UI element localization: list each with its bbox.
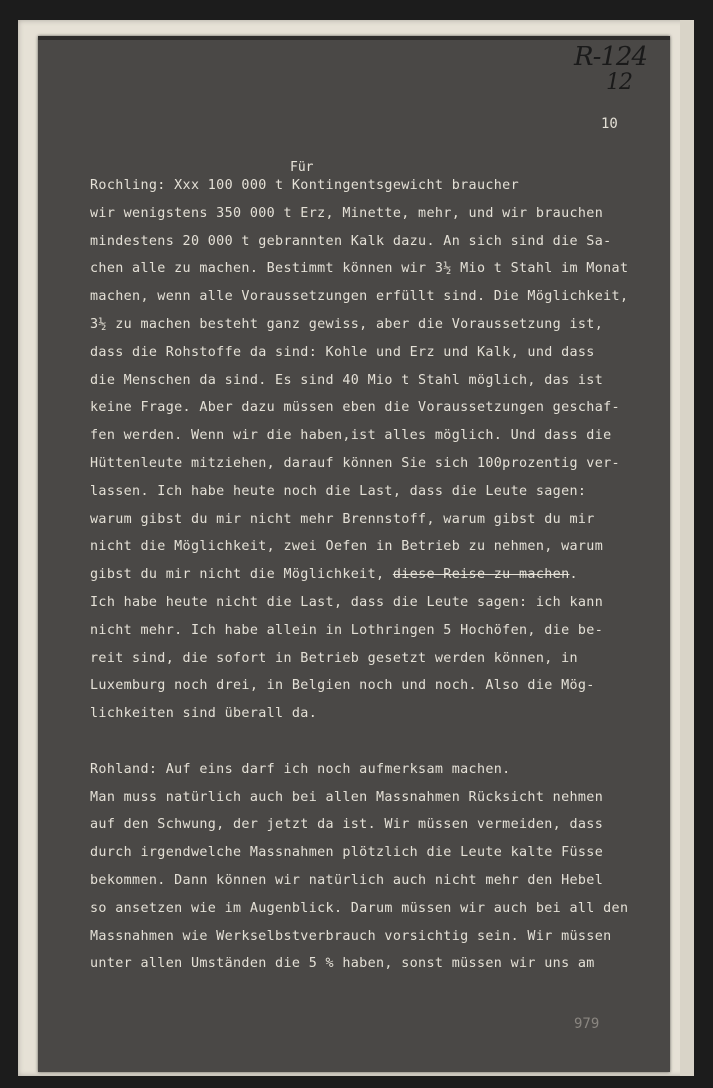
sheet-top-edge — [38, 36, 670, 40]
paragraph-rochling — [90, 172, 650, 728]
text-line: reit sind, die sofort in Betrieb gesetzt werden können, in — [90, 650, 578, 666]
text-line: keine Frage. Aber dazu müssen eben die Voraussetzungen geschaf- — [90, 400, 620, 416]
text-line: die Menschen da sind. Es sind 40 Mio t Stahl möglich, das ist — [90, 372, 604, 388]
text-line: auf den Schwung, der jetzt da ist. Wir müssen vermeiden, dass — [90, 817, 604, 833]
footer-number: 979 — [574, 1016, 600, 1032]
text-line: Massnahmen wie Werkselbstverbrauch vorsichtig sein. Wir müssen — [90, 928, 612, 944]
text-line: lichkeiten sind überall da. — [90, 706, 318, 722]
text-line: bekommen. Dann können wir natürlich auch nicht mehr den Hebel — [90, 872, 604, 888]
text-line: dass die Rohstoffe da sind: Kohle und Erz und Kalk, und dass — [90, 344, 595, 360]
archive-mark-line2: 12 — [606, 70, 632, 95]
struck-text: diese Reise zu machen — [392, 567, 570, 583]
archive-mark — [574, 44, 647, 96]
text-line: nicht die Möglichkeit, zwei Oefen in Betrieb zu nehmen, warum — [90, 539, 604, 555]
text-line: Ich habe heute nicht die Last, dass die Leute sagen: ich kann — [90, 594, 604, 610]
text-line: Hüttenleute mitziehen, darauf können Sie sich 100prozentig ver- — [90, 455, 620, 471]
text-line: warum gibst du mir nicht mehr Brennstoff, warum gibst du mir — [90, 511, 595, 527]
text-line-with-strikethrough: gibst du mir nicht die Möglichkeit, diese Reise zu machen. — [90, 567, 578, 583]
handwritten-insertion: Für — [290, 160, 314, 175]
paragraph-gap — [90, 728, 650, 756]
text-line: Man muss natürlich auch bei allen Massnahmen Rücksicht nehmen — [90, 789, 604, 805]
text-line: mindestens 20 000 t gebrannten Kalk dazu. An sich sind die Sa- — [90, 233, 612, 249]
text-line: Rochling: Xxx 100 000 t Kontingentsgewicht braucher — [90, 178, 520, 193]
text-line: unter allen Umständen die 5 % haben, sonst müssen wir uns am — [90, 956, 595, 972]
text-line: 3½ zu machen besteht ganz gewiss, aber die Voraussetzung ist, — [90, 316, 604, 332]
archive-mark-line1: R-124 — [574, 42, 647, 72]
text-line: Rohland: Auf eins darf ich noch aufmerksam machen. — [90, 761, 511, 777]
text-line: durch irgendwelche Massnahmen plötzlich die Leute kalte Füsse — [90, 845, 604, 861]
text-line: machen, wenn alle Voraussetzungen erfüllt sind. Die Möglichkeit, — [90, 289, 629, 305]
document-body — [90, 172, 650, 978]
text-line: Luxemburg noch drei, in Belgien noch und noch. Also die Mög- — [90, 678, 595, 694]
text-line: wir wenigstens 350 000 t Erz, Minette, mehr, und wir brauchen — [90, 205, 604, 221]
page-number: 10 — [601, 116, 618, 132]
text-line: fen werden. Wenn wir die haben,ist alles möglich. Und dass die — [90, 428, 612, 444]
text-line: so ansetzen wie im Augenblick. Darum müssen wir auch bei all den — [90, 900, 629, 916]
text-line: lassen. Ich habe heute noch die Last, dass die Leute sagen: — [90, 483, 587, 499]
paragraph-rohland — [90, 756, 650, 978]
text-line: chen alle zu machen. Bestimmt können wir 3½ Mio t Stahl im Monat — [90, 261, 629, 277]
text-line: nicht mehr. Ich habe allein in Lothringen 5 Hochöfen, die be- — [90, 622, 604, 638]
mounting-board-edge — [680, 20, 694, 1076]
